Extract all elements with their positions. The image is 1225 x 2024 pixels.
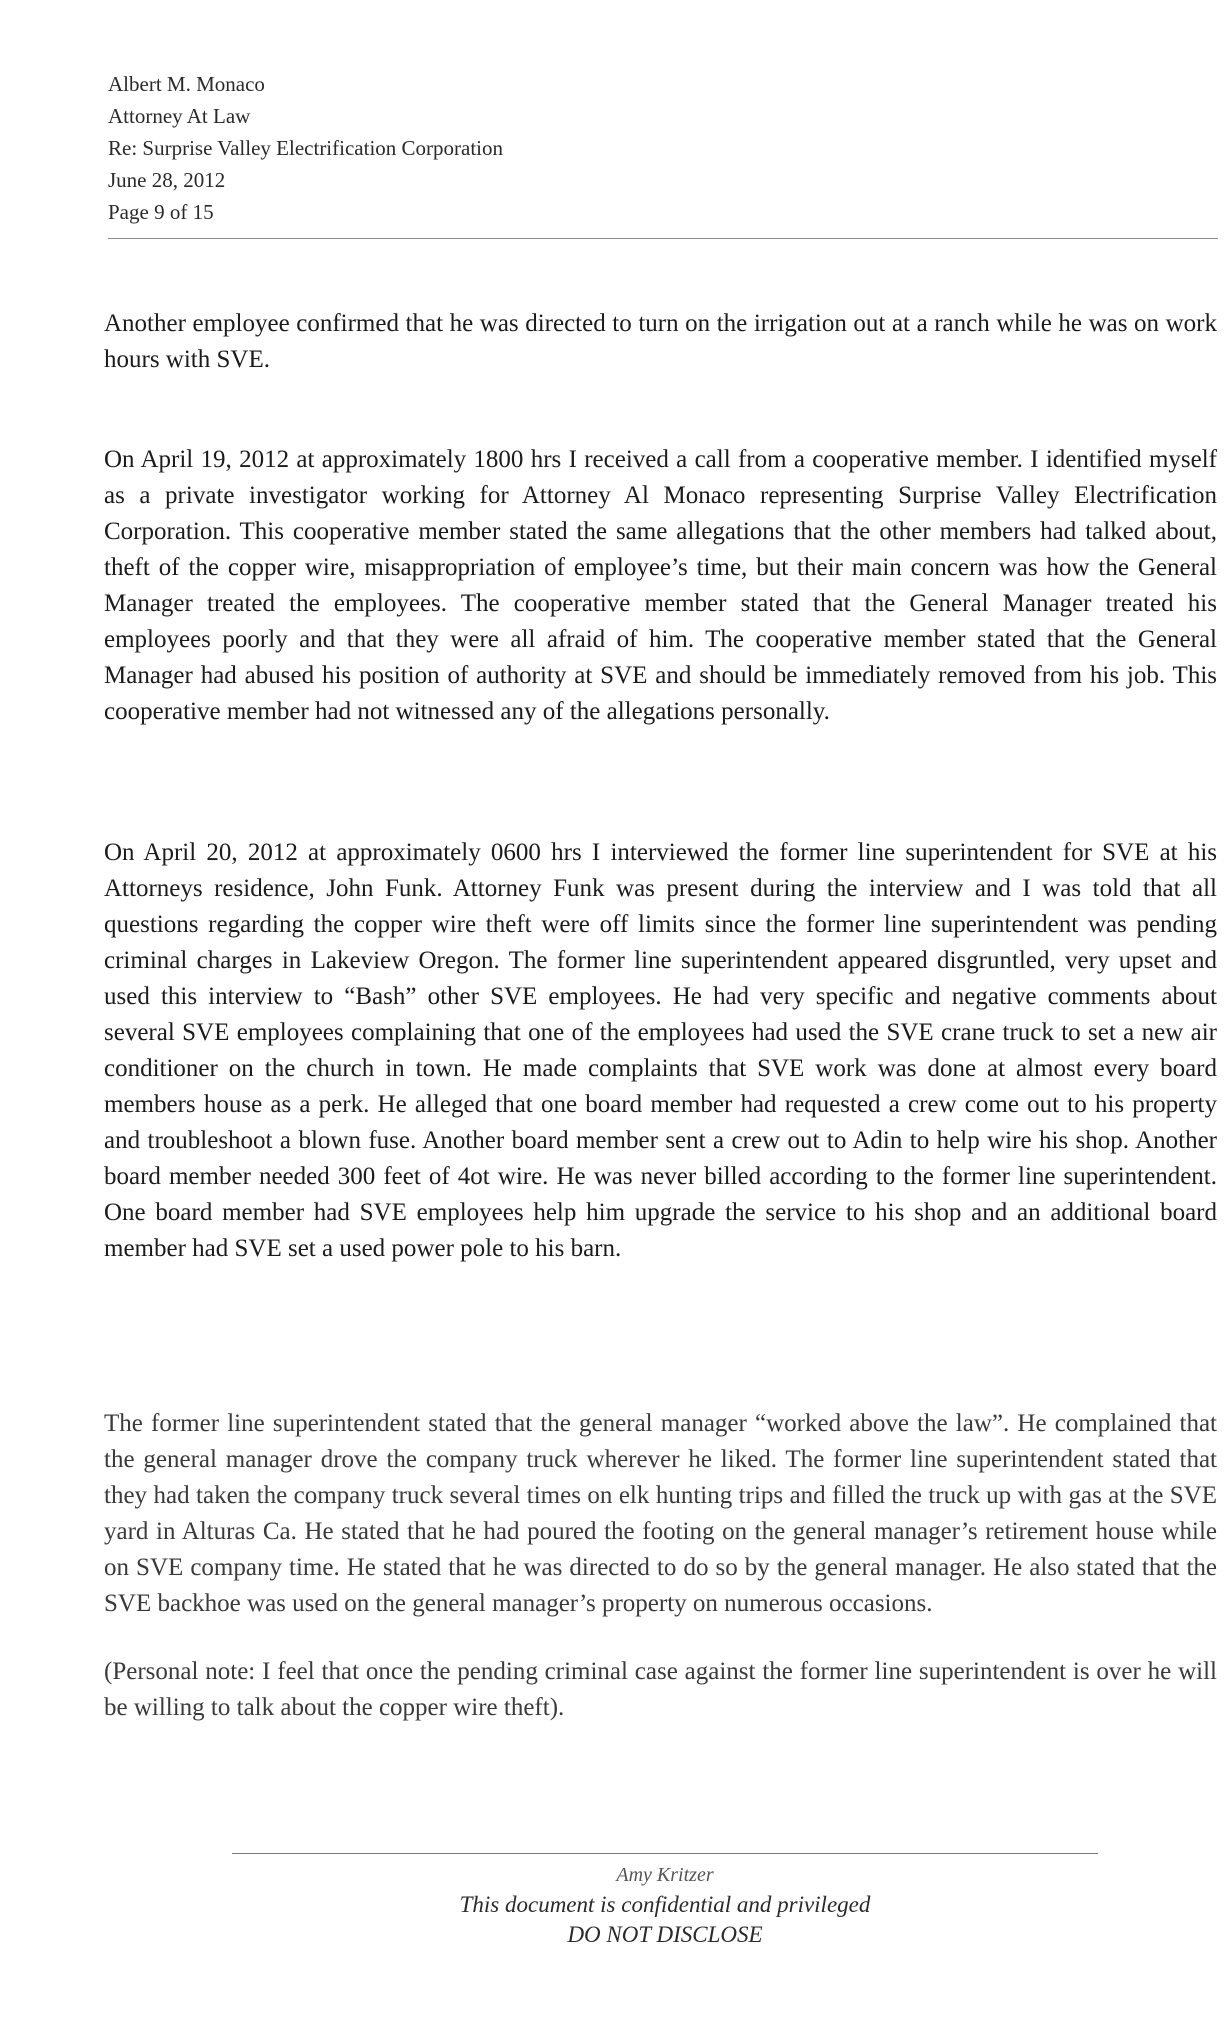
page-number: Page 9 of 15 (108, 200, 214, 224)
paragraph-april-20-interview: On April 20, 2012 at approximately 0600 hrs I interviewed the former line superintendent for SVE at his Attorneys residence, John Funk. Attorney Funk was present during the interview and I was told that all questions regarding the copper wire theft were off limits since the former line superintendent was pending criminal charges in Lakeview Oregon. The former line superintendent appeared disgruntled, very upset and used this interview to “Bash” other SVE employees. He had very specific and negative comments about several SVE employees complaining that one of the employees had used the SVE crane truck to set a new air conditioner on the church in town. He made complaints that SVE work was done at almost every board members house as a perk. He alleged that one board member had requested a crew come out to his property and troubleshoot a blown fuse. Another board member sent a crew out to Adin to help wire his shop. Another board member needed 300 feet of 4ot wire. He was never billed according to the former line superintendent. One board member had SVE employees help him upgrade the service to his shop and an additional board member had SVE set a used power pole to his barn. (104, 839, 1217, 1262)
paragraph-irrigation: Another employee confirmed that he was directed to turn on the irrigation out at a ranch while he was on work hours with SVE. (104, 310, 1217, 373)
regarding-line: Re: Surprise Valley Electrification Corporation (108, 136, 504, 160)
footer-divider (232, 1853, 1098, 1854)
author-signature: Amy Kritzer (616, 1864, 714, 1886)
confidentiality-footer (232, 1860, 1098, 1950)
header-divider (108, 238, 1218, 239)
attorney-title: Attorney At Law (108, 104, 251, 128)
confidentiality-notice: This document is confidential and privileged (459, 1892, 871, 1917)
attorney-name: Albert M. Monaco (108, 72, 265, 96)
paragraph-april-19-call: On April 19, 2012 at approximately 1800 hrs I received a call from a cooperative member. I identified myself as a private investigator working for Attorney Al Monaco representing Surprise Valley Electrification Corporation. This cooperative member stated the same allegations that the other members had talked about, theft of the copper wire, misappropriation of employee’s time, but their main concern was how the General Manager treated the employees. The cooperative member stated that the General Manager treated his employees poorly and that they were all afraid of him. The cooperative member stated that the General Manager had abused his position of authority at SVE and should be immediately removed from his job. This cooperative member had not witnessed any of the allegations personally. (104, 446, 1217, 725)
letter-header (108, 68, 503, 228)
paragraph-personal-note: (Personal note: I feel that once the pending criminal case against the former line superintendent is over he will be willing to talk about the copper wire theft). (104, 1658, 1217, 1721)
paragraph-general-manager: The former line superintendent stated that the general manager “worked above the law”. He complained that the general manager drove the company truck wherever he liked. The former line superintendent stated that they had taken the company truck several times on elk hunting trips and filled the truck up with gas at the SVE yard in Alturas Ca. He stated that he had poured the footing on the general manager’s retirement house while on SVE company time. He stated that he was directed to do so by the general manager. He also stated that the SVE backhoe was used on the general manager’s property on numerous occasions. (104, 1410, 1217, 1617)
do-not-disclose-notice: DO NOT DISCLOSE (567, 1922, 763, 1947)
letter-date: June 28, 2012 (108, 168, 226, 192)
